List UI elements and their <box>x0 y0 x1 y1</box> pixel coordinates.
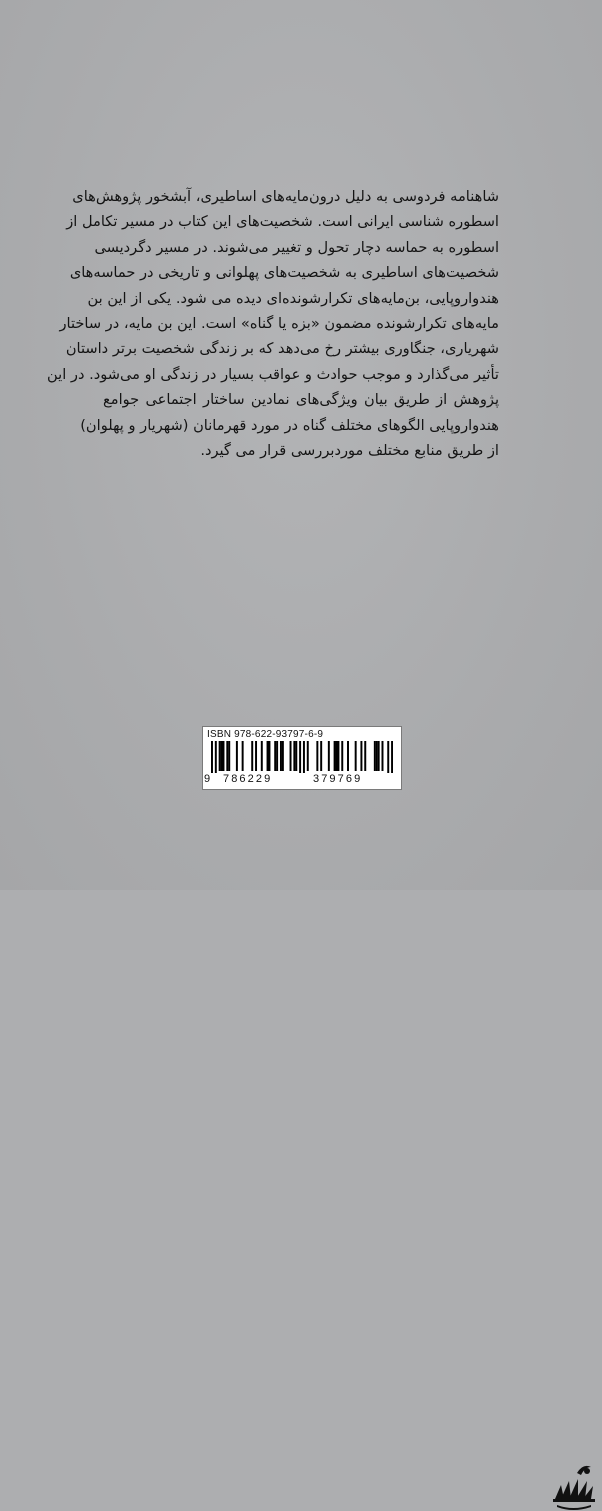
barcode-bar <box>307 741 309 771</box>
barcode-bar <box>387 741 389 773</box>
barcode-bar <box>280 741 282 771</box>
barcode-bar <box>251 741 253 771</box>
barcode-bar <box>228 741 230 771</box>
barcode-bar <box>226 741 228 771</box>
description-line: اسطوره به حماسه دچار تحول و تغییر می‌شوند. در مسیر دگردیسی <box>94 238 499 256</box>
barcode-bar <box>261 741 263 771</box>
barcode-bar <box>341 741 343 771</box>
description-line: شهریاری، جنگاوری بیشتر رخ می‌دهد که بر زندگی شخصیت برتر داستان <box>65 340 499 358</box>
barcode-bar <box>328 741 330 771</box>
barcode-bar <box>215 741 217 773</box>
barcode-bar <box>276 741 278 771</box>
barcode-bar <box>293 741 295 771</box>
barcode-bar <box>242 741 244 771</box>
barcode-bar <box>303 741 305 773</box>
barcode-bar <box>376 741 378 771</box>
barcode-bar <box>320 741 322 771</box>
barcode-bar <box>391 741 393 773</box>
barcode-bars <box>211 741 393 773</box>
description-line: هندواروپایی، بن‌مایه‌های تکرارشونده‌ای دیده می شود. یکی از این بن <box>87 289 499 307</box>
isbn-barcode-label <box>202 726 402 790</box>
book-description <box>47 184 499 463</box>
barcode-bar <box>274 741 276 771</box>
barcode-bar <box>382 741 384 771</box>
barcode-bar <box>295 741 297 771</box>
publisher-logo-icon <box>547 1459 599 1511</box>
description-line: شاهنامه فردوسی به دلیل درون‌مایه‌های اساطیری، آبشخور پژوهش‌های <box>72 188 499 205</box>
barcode-bar <box>378 741 380 771</box>
barcode-bar <box>290 741 292 771</box>
barcode-bar <box>268 741 270 771</box>
description-line: اسطوره شناسی ایرانی است. شخصیت‌های این کتاب در مسیر تکامل از <box>66 213 499 231</box>
description-line: تأثیر می‌گذارد و موجب حوادث و عواقب بسیار در زندگی او می‌شود. در این <box>47 365 499 383</box>
barcode-bar <box>299 741 301 773</box>
description-line: هندواروپایی الگوهای مختلف گناه در مورد قهرمانان (شهریار و پهلوان) <box>80 416 499 434</box>
barcode-bar <box>219 741 221 771</box>
barcode-bar <box>337 741 339 771</box>
barcode-bar <box>360 741 362 771</box>
description-line: از طریق منابع مختلف موردبررسی قرار می گیرد. <box>200 442 499 460</box>
barcode-bar <box>334 741 336 771</box>
barcode-bar <box>282 741 284 771</box>
barcode-bar <box>364 741 366 771</box>
barcode-bar <box>221 741 223 771</box>
barcode-bar <box>267 741 269 771</box>
barcode-bar <box>347 741 349 771</box>
barcode-first-digit: 9 <box>204 773 211 785</box>
description-line: مایه‌های تکرارشونده مضمون «بزه یا گناه» است. این بن مایه، در ساختار <box>59 315 499 333</box>
barcode-bar <box>374 741 376 771</box>
description-line: شخصیت‌های اساطیری به شخصیت‌های پهلوانی و تاریخی در حماسه‌های <box>69 264 499 282</box>
barcode-bar <box>316 741 318 771</box>
barcode-bar <box>211 741 213 773</box>
barcode-bar <box>222 741 224 771</box>
barcode-bar <box>355 741 357 771</box>
barcode-left-digits: 786229 <box>223 773 273 785</box>
barcode-right-digits: 379769 <box>313 773 363 785</box>
description-line: پژوهش از طریق بیان ویژگی‌های نمادین ساختار اجتماعی جوامع <box>103 391 499 409</box>
barcode-bar <box>236 741 238 771</box>
isbn-number: ISBN 978-622-93797-6-9 <box>207 729 324 740</box>
barcode-bar <box>336 741 338 771</box>
barcode-bar <box>255 741 257 771</box>
